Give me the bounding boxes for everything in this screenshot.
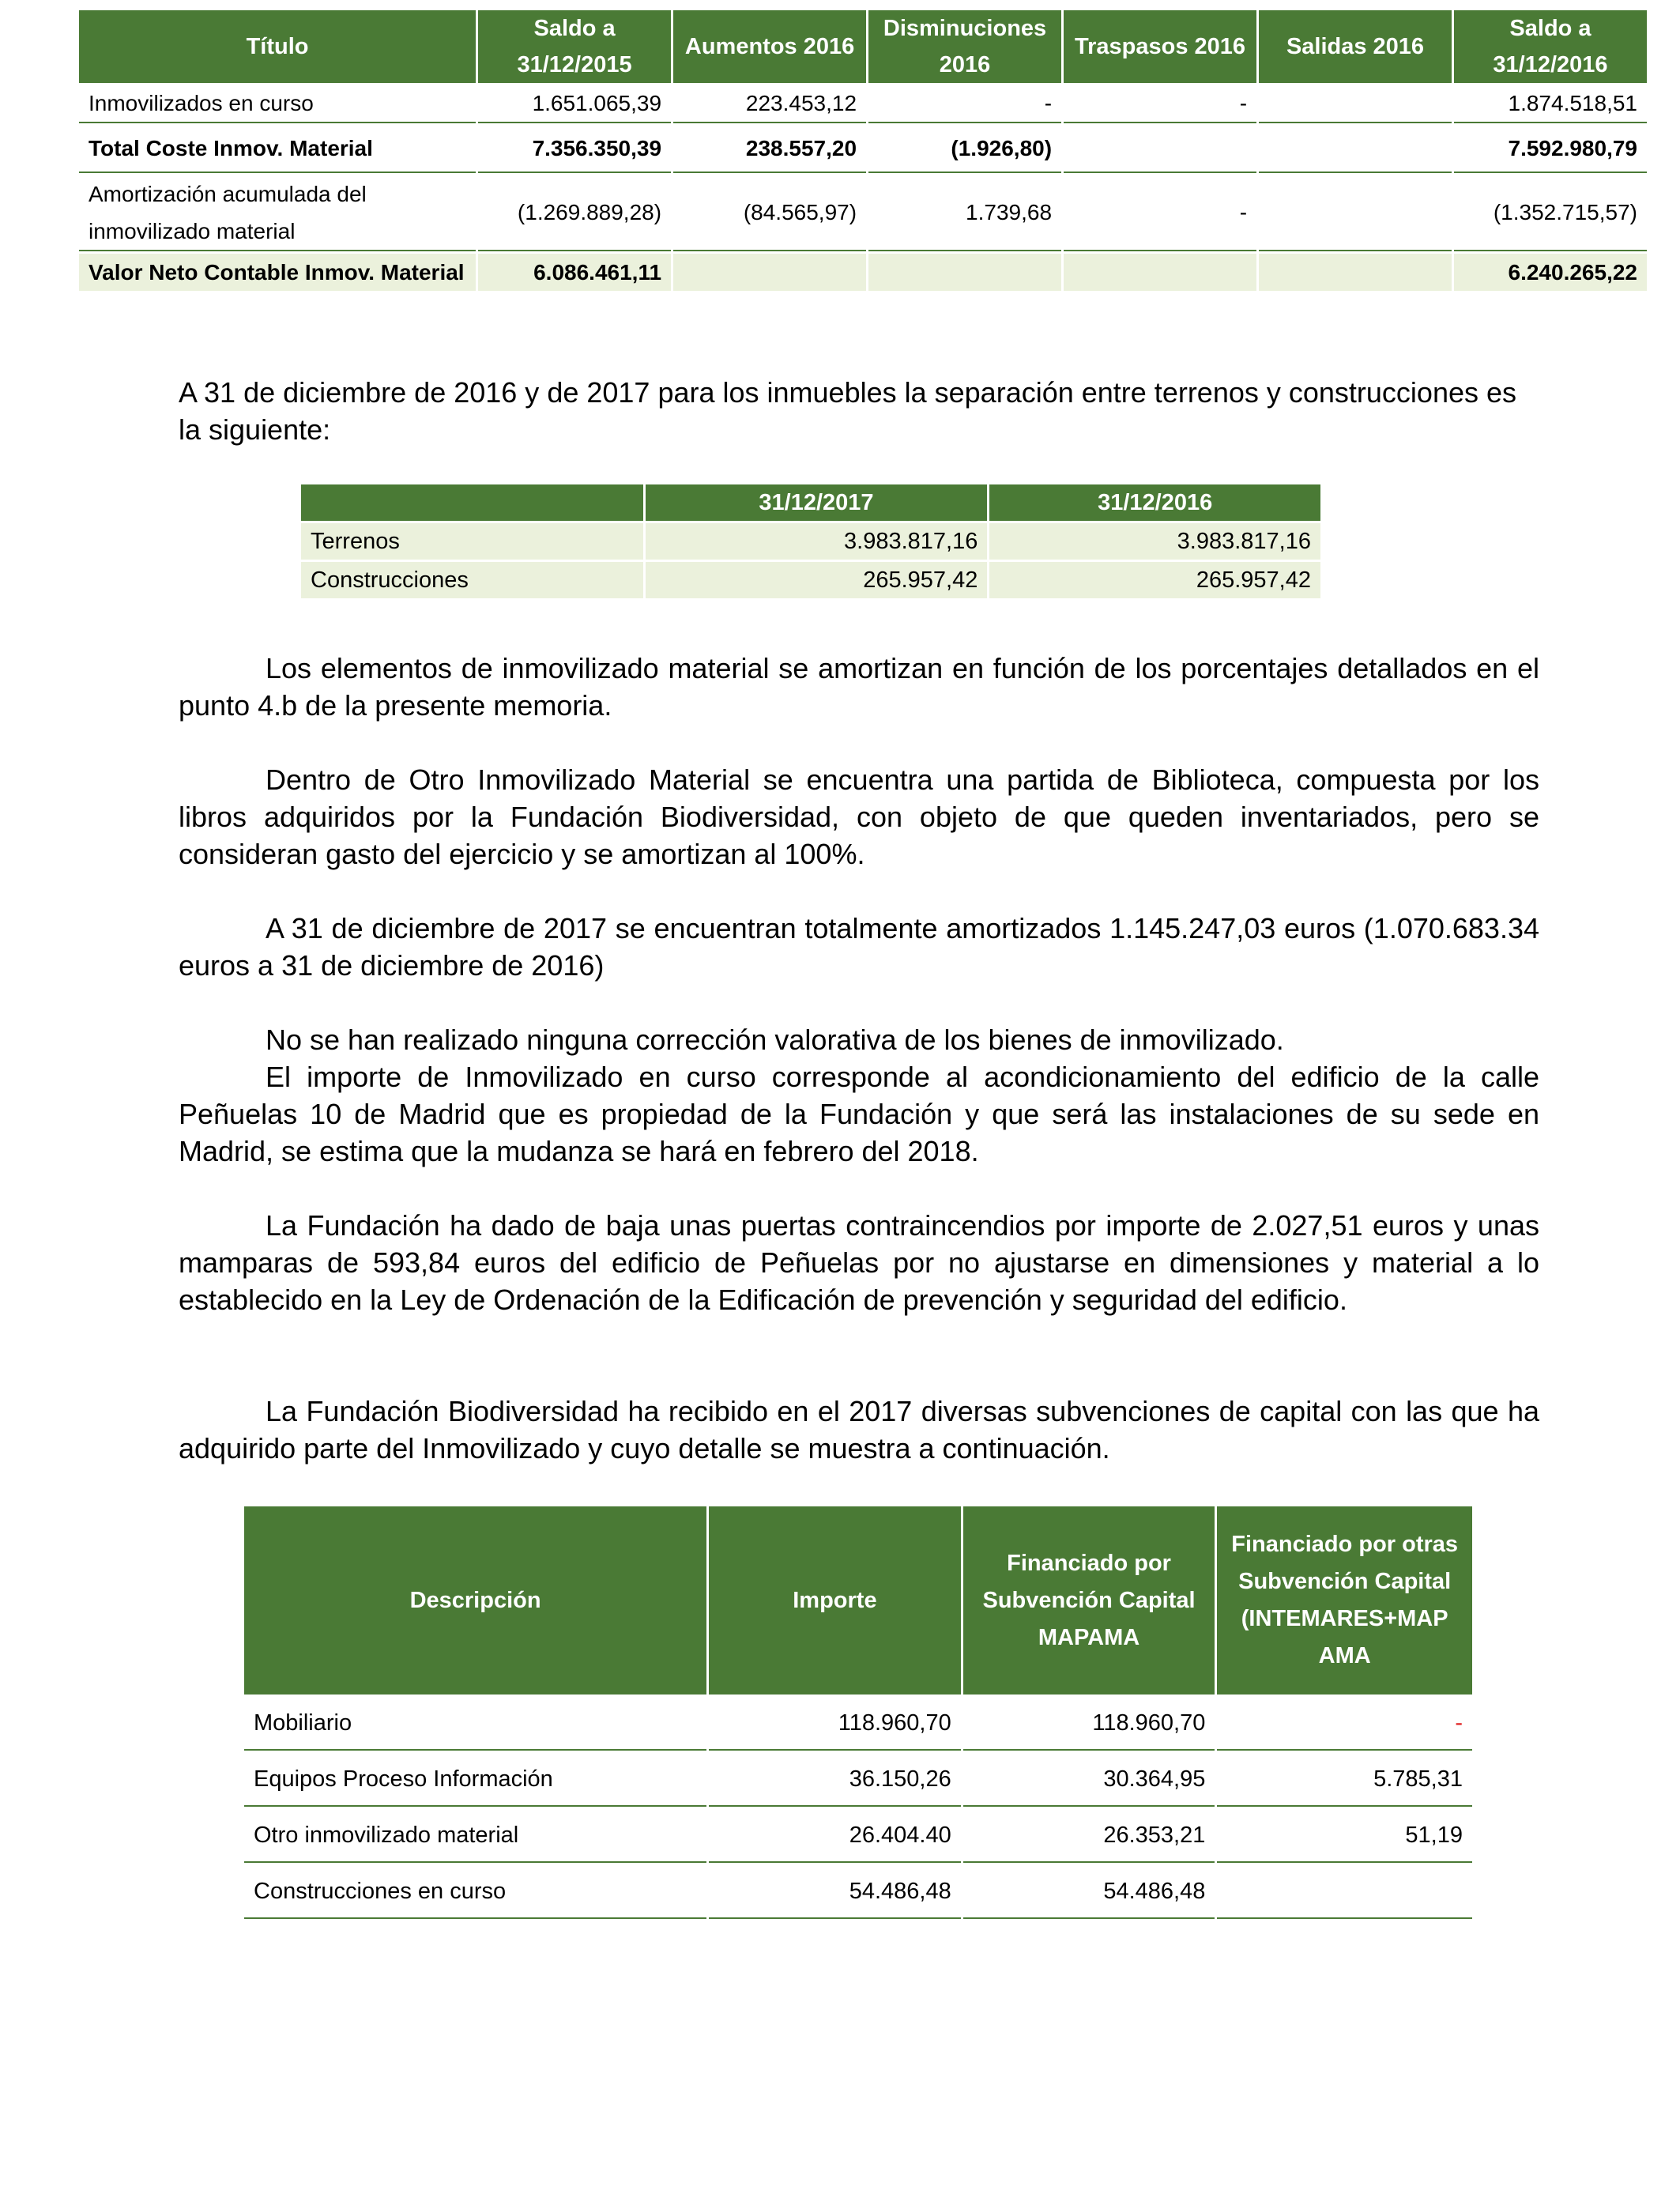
cell-value: - (1064, 175, 1256, 251)
table-row (301, 523, 1320, 560)
column-header-decreases-2016: Disminuciones 2016 (868, 10, 1061, 83)
table-row (79, 175, 1647, 251)
row-label: Valor Neto Contable Inmov. Material (79, 254, 476, 291)
row-label: Construcciones (301, 562, 643, 598)
row-label: Terrenos (301, 523, 643, 560)
column-header-balance-2016: Saldo a 31/12/2016 (1454, 10, 1647, 83)
cell-mapama: 30.364,95 (963, 1753, 1215, 1807)
column-header-increases-2016: Aumentos 2016 (673, 10, 866, 83)
table-row (244, 1809, 1472, 1863)
cell-mapama: 26.353,21 (963, 1809, 1215, 1863)
table-header-row (79, 10, 1647, 83)
column-header-transfers-2016: Traspasos 2016 (1064, 10, 1256, 83)
paragraph-write-off: La Fundación ha dado de baja unas puertas contraincendios por importe de 2.027,51 euros y unas mamparas de 593,84 euros del edificio de Peñuelas por no ajustarse en dimensiones y material a lo establecido en la Ley de Ordenación de la Edificación de prevención y seguridad del edificio. (179, 1209, 1539, 1316)
cell-value: (84.565,97) (673, 175, 866, 251)
paragraph-subsidies: La Fundación Biodiversidad ha recibido en el 2017 diversas subvenciones de capital con las que ha adquirido parte del Inmovilizado y cuyo detalle se muestra a continuación. (179, 1395, 1539, 1465)
row-description: Equipos Proceso Información (244, 1753, 706, 1807)
cell-value: (1.269.889,28) (478, 175, 671, 251)
cell-value (1064, 254, 1256, 291)
row-description: Mobiliario (244, 1697, 706, 1751)
table-header-row (301, 484, 1320, 521)
paragraph-no-correction: No se han realizado ninguna corrección valorativa de los bienes de inmovilizado. (266, 1023, 1284, 1056)
table-row (301, 562, 1320, 598)
row-label: Inmovilizados en curso (79, 85, 476, 123)
cell-value (1064, 126, 1256, 173)
paragraph-amortization: Los elementos de inmovilizado material se amortizan en función de los porcentajes detallados en el punto 4.b de la presente memoria. (179, 652, 1539, 722)
cell-value (1259, 85, 1452, 123)
cell-value: 1.874.518,51 (1454, 85, 1647, 123)
paragraph-fully-amortized: A 31 de diciembre de 2017 se encuentran totalmente amortizados 1.145.247,03 euros (1.070.683.34 euros a 31 de diciembre de 2016) (179, 912, 1539, 982)
cell-value (868, 254, 1061, 291)
land-buildings-table (299, 482, 1323, 601)
cell-value: (1.926,80) (868, 126, 1061, 173)
table-row-total (79, 126, 1647, 173)
column-header-title: Título (79, 10, 476, 83)
cell-other (1217, 1865, 1472, 1919)
row-description: Construcciones en curso (244, 1865, 706, 1919)
cell-mapama: 118.960,70 (963, 1697, 1215, 1751)
cell-value (1259, 126, 1452, 173)
row-description: Otro inmovilizado material (244, 1809, 706, 1863)
table-row (79, 85, 1647, 123)
cell-other: 5.785,31 (1217, 1753, 1472, 1807)
cell-value: 238.557,20 (673, 126, 866, 173)
column-header-amount: Importe (709, 1506, 961, 1695)
cell-value: 3.983.817,16 (646, 523, 988, 560)
fixed-assets-movement-table (77, 8, 1649, 293)
cell-value: 7.592.980,79 (1454, 126, 1647, 173)
capital-subsidies-table (242, 1504, 1475, 1921)
cell-value (673, 254, 866, 291)
cell-amount: 36.150,26 (709, 1753, 961, 1807)
column-header-empty (301, 484, 643, 521)
row-label: Total Coste Inmov. Material (79, 126, 476, 173)
paragraph-construction-in-progress: El importe de Inmovilizado en curso corresponde al acondicionamiento del edificio de la calle Peñuelas 10 de Madrid que es propiedad de la Fundación y que será las instalaciones de su sede en Madrid, se estima que la mudanza se hará en febrero del 2018. (179, 1061, 1539, 1167)
table-header-row (244, 1506, 1472, 1695)
column-header-description: Descripción (244, 1506, 706, 1695)
cell-value: 1.739,68 (868, 175, 1061, 251)
table-row (244, 1865, 1472, 1919)
column-header-exits-2016: Salidas 2016 (1259, 10, 1452, 83)
column-header-2017: 31/12/2017 (646, 484, 988, 521)
table-row-net-value (79, 254, 1647, 291)
cell-value: - (868, 85, 1061, 123)
column-header-mapama: Financiado por Subvención Capital MAPAMA (963, 1506, 1215, 1695)
cell-value: (1.352.715,57) (1454, 175, 1647, 251)
cell-value: 223.453,12 (673, 85, 866, 123)
cell-value: 265.957,42 (646, 562, 988, 598)
cell-value: - (1064, 85, 1256, 123)
cell-amount: 54.486,48 (709, 1865, 961, 1919)
cell-other: 51,19 (1217, 1809, 1472, 1863)
cell-value: 265.957,42 (989, 562, 1320, 598)
cell-value: 1.651.065,39 (478, 85, 671, 123)
cell-amount: 26.404.40 (709, 1809, 961, 1863)
row-label: Amortización acumulada del inmovilizado material (79, 175, 476, 251)
cell-other: - (1217, 1697, 1472, 1751)
cell-value: 3.983.817,16 (989, 523, 1320, 560)
cell-value (1259, 254, 1452, 291)
cell-mapama: 54.486,48 (963, 1865, 1215, 1919)
column-header-other-subsidies: Financiado por otras Subvención Capital (INTEMARES+MAP AMA (1217, 1506, 1472, 1695)
column-header-balance-2015: Saldo a 31/12/2015 (478, 10, 671, 83)
column-header-2016: 31/12/2016 (989, 484, 1320, 521)
table-row (244, 1753, 1472, 1807)
cell-value: 7.356.350,39 (478, 126, 671, 173)
cell-value: 6.240.265,22 (1454, 254, 1647, 291)
paragraph-library: Dentro de Otro Inmovilizado Material se encuentra una partida de Biblioteca, compuesta por los libros adquiridos por la Fundación Biodiversidad, con objeto de que queden inventariados, pero se consideran gasto del ejercicio y se amortizan al 100%. (179, 763, 1539, 870)
cell-amount: 118.960,70 (709, 1697, 961, 1751)
cell-value: 6.086.461,11 (478, 254, 671, 291)
intro-paragraph: A 31 de diciembre de 2016 y de 2017 para los inmuebles la separación entre terrenos y construcciones es la siguiente: (179, 376, 1517, 446)
cell-value (1259, 175, 1452, 251)
table-row (244, 1697, 1472, 1751)
